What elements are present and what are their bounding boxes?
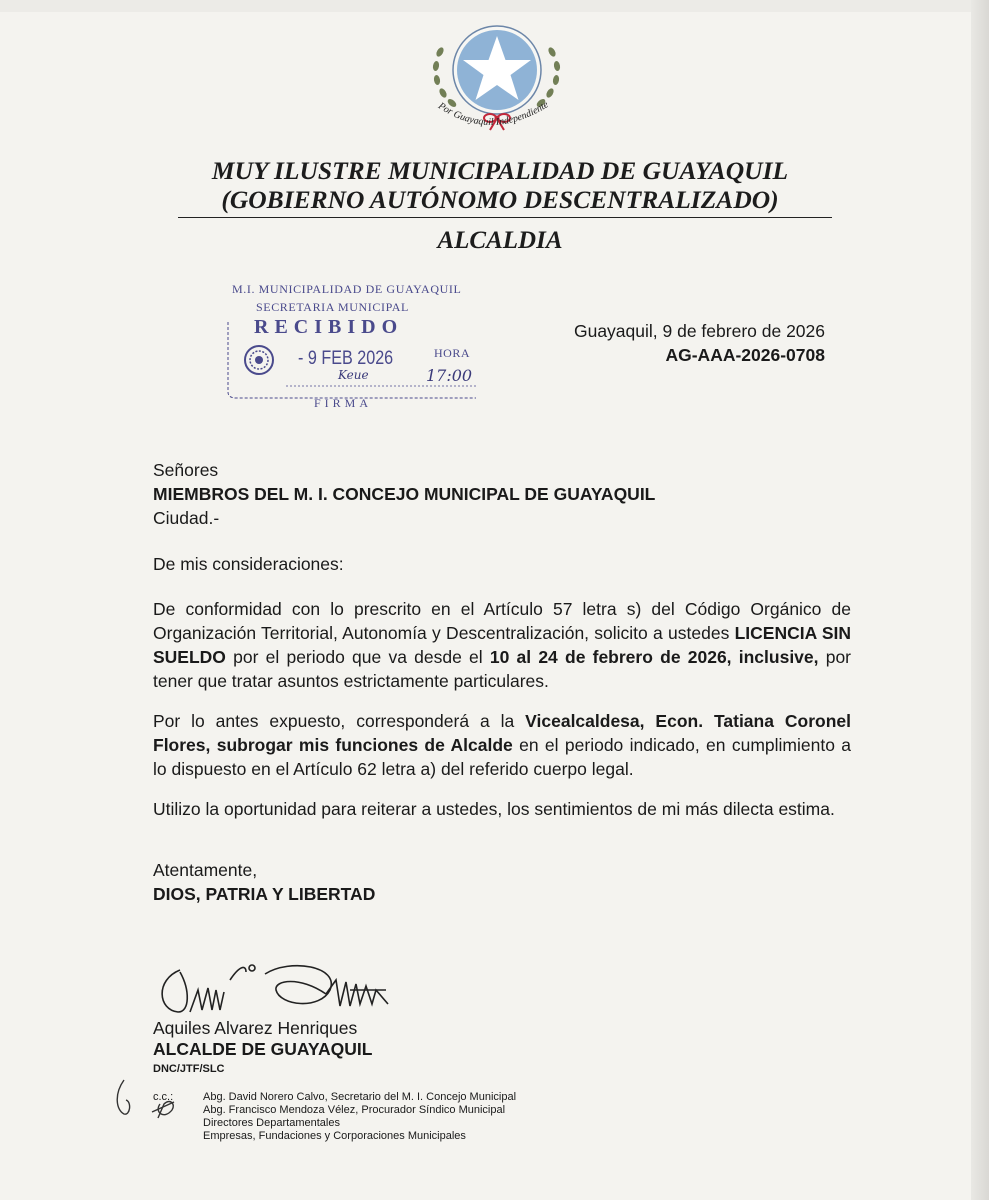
municipality-subtitle: (GOBIERNO AUTÓNOMO DESCENTRALIZADO) (221, 185, 779, 214)
signer-title: ALCALDE DE GUAYAQUIL (153, 1039, 373, 1059)
paragraph-1-text-a: De conformidad con lo prescrito en el Artículo 57 letra s) del Código Orgánico de Organización Territorial, Autonomía y Descentralización, solicito a ustedes (153, 599, 851, 643)
cc-recipient: Abg. David Norero Calvo, Secretario del M. I. Concejo Municipal (203, 1091, 517, 1103)
department-title: ALCALDIA (437, 227, 563, 254)
paragraph-2-text-a: Por lo antes expuesto, corresponderá a la (153, 711, 526, 731)
stamp-received-label: RECIBIDO (254, 316, 404, 338)
page-right-edge (971, 0, 989, 1200)
salutation: Señores (153, 460, 219, 480)
signer-name: Aquiles Alvarez Henriques (153, 1018, 358, 1038)
typist-initials: DNC/JTF/SLC (153, 1063, 225, 1075)
handwritten-initial-mark (110, 1074, 190, 1124)
closing-motto: DIOS, PATRIA Y LIBERTAD (153, 884, 376, 904)
seal-motto: Por Guayaquil Independiente (436, 99, 551, 128)
paragraph-1-highlight-dates: 10 al 24 de febrero de 2026, inclusive, (489, 647, 819, 667)
paragraph-2-highlight-deputy: Vicealcaldesa, Econ. Tatiana Coronel Flores, subrogar mis funciones de Alcalde (153, 711, 851, 755)
paragraph-1-highlight-leave: LICENCIA SIN SUELDO (153, 623, 851, 667)
stamp-hora-label: HORA (434, 346, 471, 360)
header-divider (178, 217, 832, 218)
cc-recipient: Empresas, Fundaciones y Corporaciones Municipales (203, 1130, 466, 1142)
stamp-institution: M.I. MUNICIPALIDAD DE GUAYAQUIL (232, 282, 462, 296)
received-stamp (226, 282, 496, 412)
municipality-title: MUY ILUSTRE MUNICIPALIDAD DE GUAYAQUIL (211, 156, 789, 185)
paragraph-1-text-c: por el periodo que va desde el (225, 647, 490, 667)
stamp-firma-label: FIRMA (314, 396, 373, 410)
place-date: Guayaquil, 9 de febrero de 2026 (573, 321, 825, 341)
cc-recipient: Abg. Francisco Mendoza Vélez, Procurador Síndico Municipal (203, 1104, 506, 1116)
municipal-seal-logo (418, 22, 578, 150)
stamp-date: - 9 FEB 2026 (298, 348, 394, 369)
paragraph-2 (153, 709, 851, 781)
stamp-office: SECRETARIA MUNICIPAL (256, 300, 409, 314)
stamp-handwritten-time: 17:00 (426, 366, 473, 385)
paragraph-2-text-c: en el periodo indicado, en cumplimiento a lo dispuesto en el Artículo 62 letra a) del referido cuerpo legal. (153, 735, 852, 779)
recipient: MIEMBROS DEL M. I. CONCEJO MUNICIPAL DE GUAYAQUIL (153, 484, 656, 504)
paragraph-1 (153, 597, 851, 693)
cc-recipient: Directores Departamentales (203, 1117, 340, 1129)
paragraph-3: Utilizo la oportunidad para reiterar a ustedes, los sentimientos de mi más dilecta estima. (153, 799, 835, 819)
recipient-city: Ciudad.- (153, 508, 220, 528)
paragraph-1-text-e: por tener que tratar asuntos estrictamente particulares. (153, 647, 852, 691)
page-top-edge (0, 0, 989, 12)
greeting: De mis consideraciones: (153, 554, 344, 574)
closing: Atentamente, (153, 860, 258, 880)
stamp-handwritten-signature: Keue (338, 368, 369, 382)
reference-number: AG-AAA-2026-0708 (665, 345, 825, 365)
cc-label: c.c.: (153, 1091, 174, 1103)
